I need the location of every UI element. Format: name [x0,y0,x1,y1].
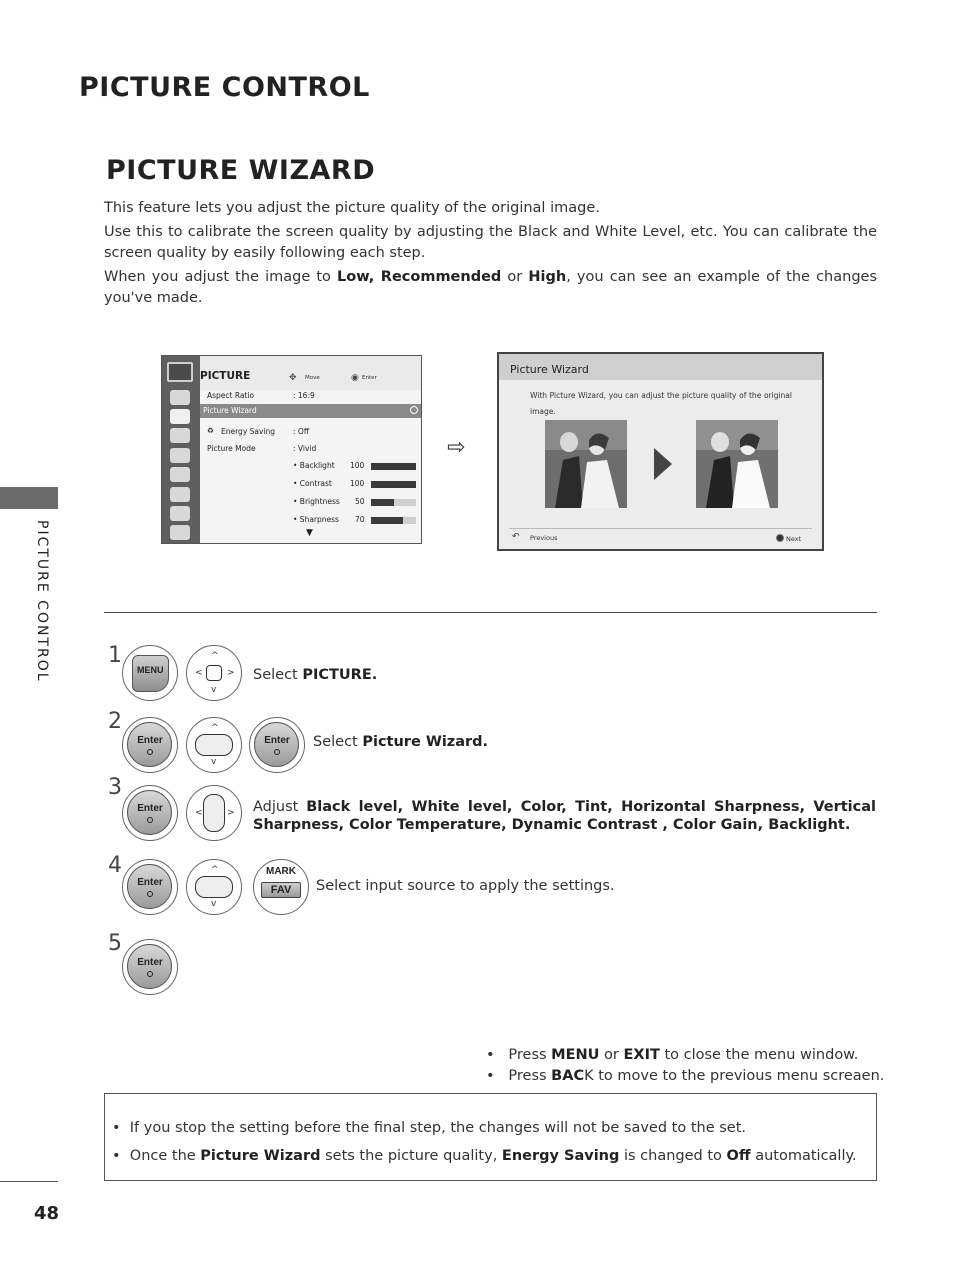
enter-dot-icon [274,749,280,755]
note-item: • Press MENU or EXIT to close the menu window. [486,1047,859,1063]
input-icon [170,506,190,521]
menu-row-label: Picture Mode [207,444,256,453]
picture-menu-screenshot [161,355,422,544]
time-icon [170,448,190,463]
arrow-left-icon: < [195,808,203,818]
option-icon [170,467,190,482]
energy-saving-icon: ♻ [207,426,214,435]
play-arrow-icon [654,448,672,480]
arrow-right-icon: > [227,808,235,818]
slider-bar [371,481,416,488]
step-number: 5 [108,931,122,956]
menu-icon [170,390,190,405]
intro-text [104,198,877,312]
step-number: 1 [108,643,122,668]
arrow-down-icon: v [211,899,217,909]
enter-dot-icon [147,971,153,977]
enter-icon [776,534,784,542]
arrow-down-icon: v [211,757,217,767]
side-tab [0,487,58,509]
step-instruction: Adjust Black level, White level, Color, Tint, Horizontal Sharpness, Vertical Sharpness, Color Temperature, Dynamic Contrast , Color Gain, Backlight. [253,799,877,833]
slider-value: 50 [355,497,365,506]
page-number: 48 [34,1203,60,1224]
step-number: 4 [108,853,122,878]
picture-icon [170,409,190,424]
menu-row-label: Picture Wizard [203,406,257,415]
menu-title: PICTURE [200,370,251,382]
slider-bar [371,463,416,470]
move-icon: ✥ [289,373,297,383]
enter-hint-icon: ◉ [351,373,359,383]
left-right-button [186,785,242,841]
section-title: PICTURE WIZARD [106,155,376,186]
mark-fav-button [253,859,309,915]
menu-key: MENU [132,655,169,692]
menu-sidebar [162,356,200,543]
step-instruction: Select PICTURE. [253,667,378,683]
page-header: PICTURE CONTROL [79,72,370,103]
enter-button: Enter [249,717,305,773]
menu-button [122,645,178,701]
enter-hint: Enter [362,375,377,381]
slider-label: • Brightness [293,497,340,506]
tv-icon [167,362,193,382]
enter-button: Enter [122,939,178,995]
menu-notes [486,1045,884,1087]
sample-image-after [696,420,778,508]
intro-paragraph: Use this to calibrate the screen quality by adjusting the Black and White Level, etc. You can calibrate the screen quality by easily following each step. [104,224,877,261]
enter-dot-icon [147,891,153,897]
wizard-title: Picture Wizard [510,363,589,376]
audio-icon [170,428,190,443]
intro-paragraph: When you adjust the image to Low, Recommended or High, you can see an example of the changes you've made. [104,269,878,306]
menu-row-label: Aspect Ratio [207,391,255,400]
section-divider [104,612,877,613]
enter-button: Enter [122,717,178,773]
slider-label: • Sharpness [293,515,339,524]
caution-item: • Once the Picture Wizard sets the picture quality, Energy Saving is changed to Off automatically. [112,1148,857,1164]
caution-box [104,1093,877,1181]
wizard-description: With Picture Wizard, you can adjust the picture quality of the original image. [530,391,792,416]
menu-row-value: : Off [293,427,309,436]
slider-value: 70 [355,515,365,524]
wizard-next: Next [786,535,802,543]
slider-label: • Contrast [293,479,332,488]
arrow-up-icon: ^ [211,651,219,661]
slider-bar [371,517,416,524]
enter-dot-icon [147,749,153,755]
intro-paragraph: This feature lets you adjust the picture quality of the original image. [104,200,600,216]
arrow-up-icon: ^ [211,723,219,733]
arrow-left-icon: < [195,668,203,678]
slider-value: 100 [350,479,365,488]
mark-label: MARK [266,866,296,877]
enter-button: Enter [122,785,178,841]
caution-item: • If you stop the setting before the final step, the changes will not be saved to the set. [112,1120,747,1136]
slider-fill [371,517,403,524]
enter-button: Enter [122,859,178,915]
picture-wizard-screenshot [497,352,824,551]
slider-fill [371,499,394,506]
ok-key [206,665,222,681]
enter-dot-icon [147,817,153,823]
step-instruction: Select input source to apply the settings. [316,878,615,894]
arrow-up-icon: ^ [211,865,219,875]
back-icon: ↶ [512,532,520,542]
move-hint: Move [305,375,320,381]
menu-row-value: : Vivid [293,444,317,453]
note-item: • Press BACK to move to the previous menu screaen. [486,1068,885,1084]
step-instruction: Select Picture Wizard. [313,734,489,750]
scroll-down-icon: ▼ [306,528,313,538]
arrow-down-icon: v [211,685,217,695]
up-down-button [186,859,242,915]
lock-icon [170,487,190,502]
side-chapter-label: PICTURE CONTROL [34,520,50,683]
up-down-button [186,717,242,773]
slider-fill [371,481,416,488]
enter-icon [410,406,418,414]
menu-row-value: : 16:9 [293,391,315,400]
sample-image-before [545,420,627,508]
arrow-right-icon: > [227,668,235,678]
fav-key: FAV [261,882,301,898]
menu-row-label: Energy Saving [221,427,276,436]
slider-label: • Backlight [293,461,335,470]
footer-rule [0,1181,58,1182]
media-icon [170,525,190,540]
wizard-previous: Previous [530,534,558,542]
slider-value: 100 [350,461,365,470]
slider-bar [371,499,416,506]
step-number: 2 [108,709,122,734]
flow-arrow-icon: ⇨ [447,435,466,460]
step-number: 3 [108,775,122,800]
slider-fill [371,463,416,470]
dpad-button [186,645,242,701]
wizard-footer-divider [509,528,812,529]
